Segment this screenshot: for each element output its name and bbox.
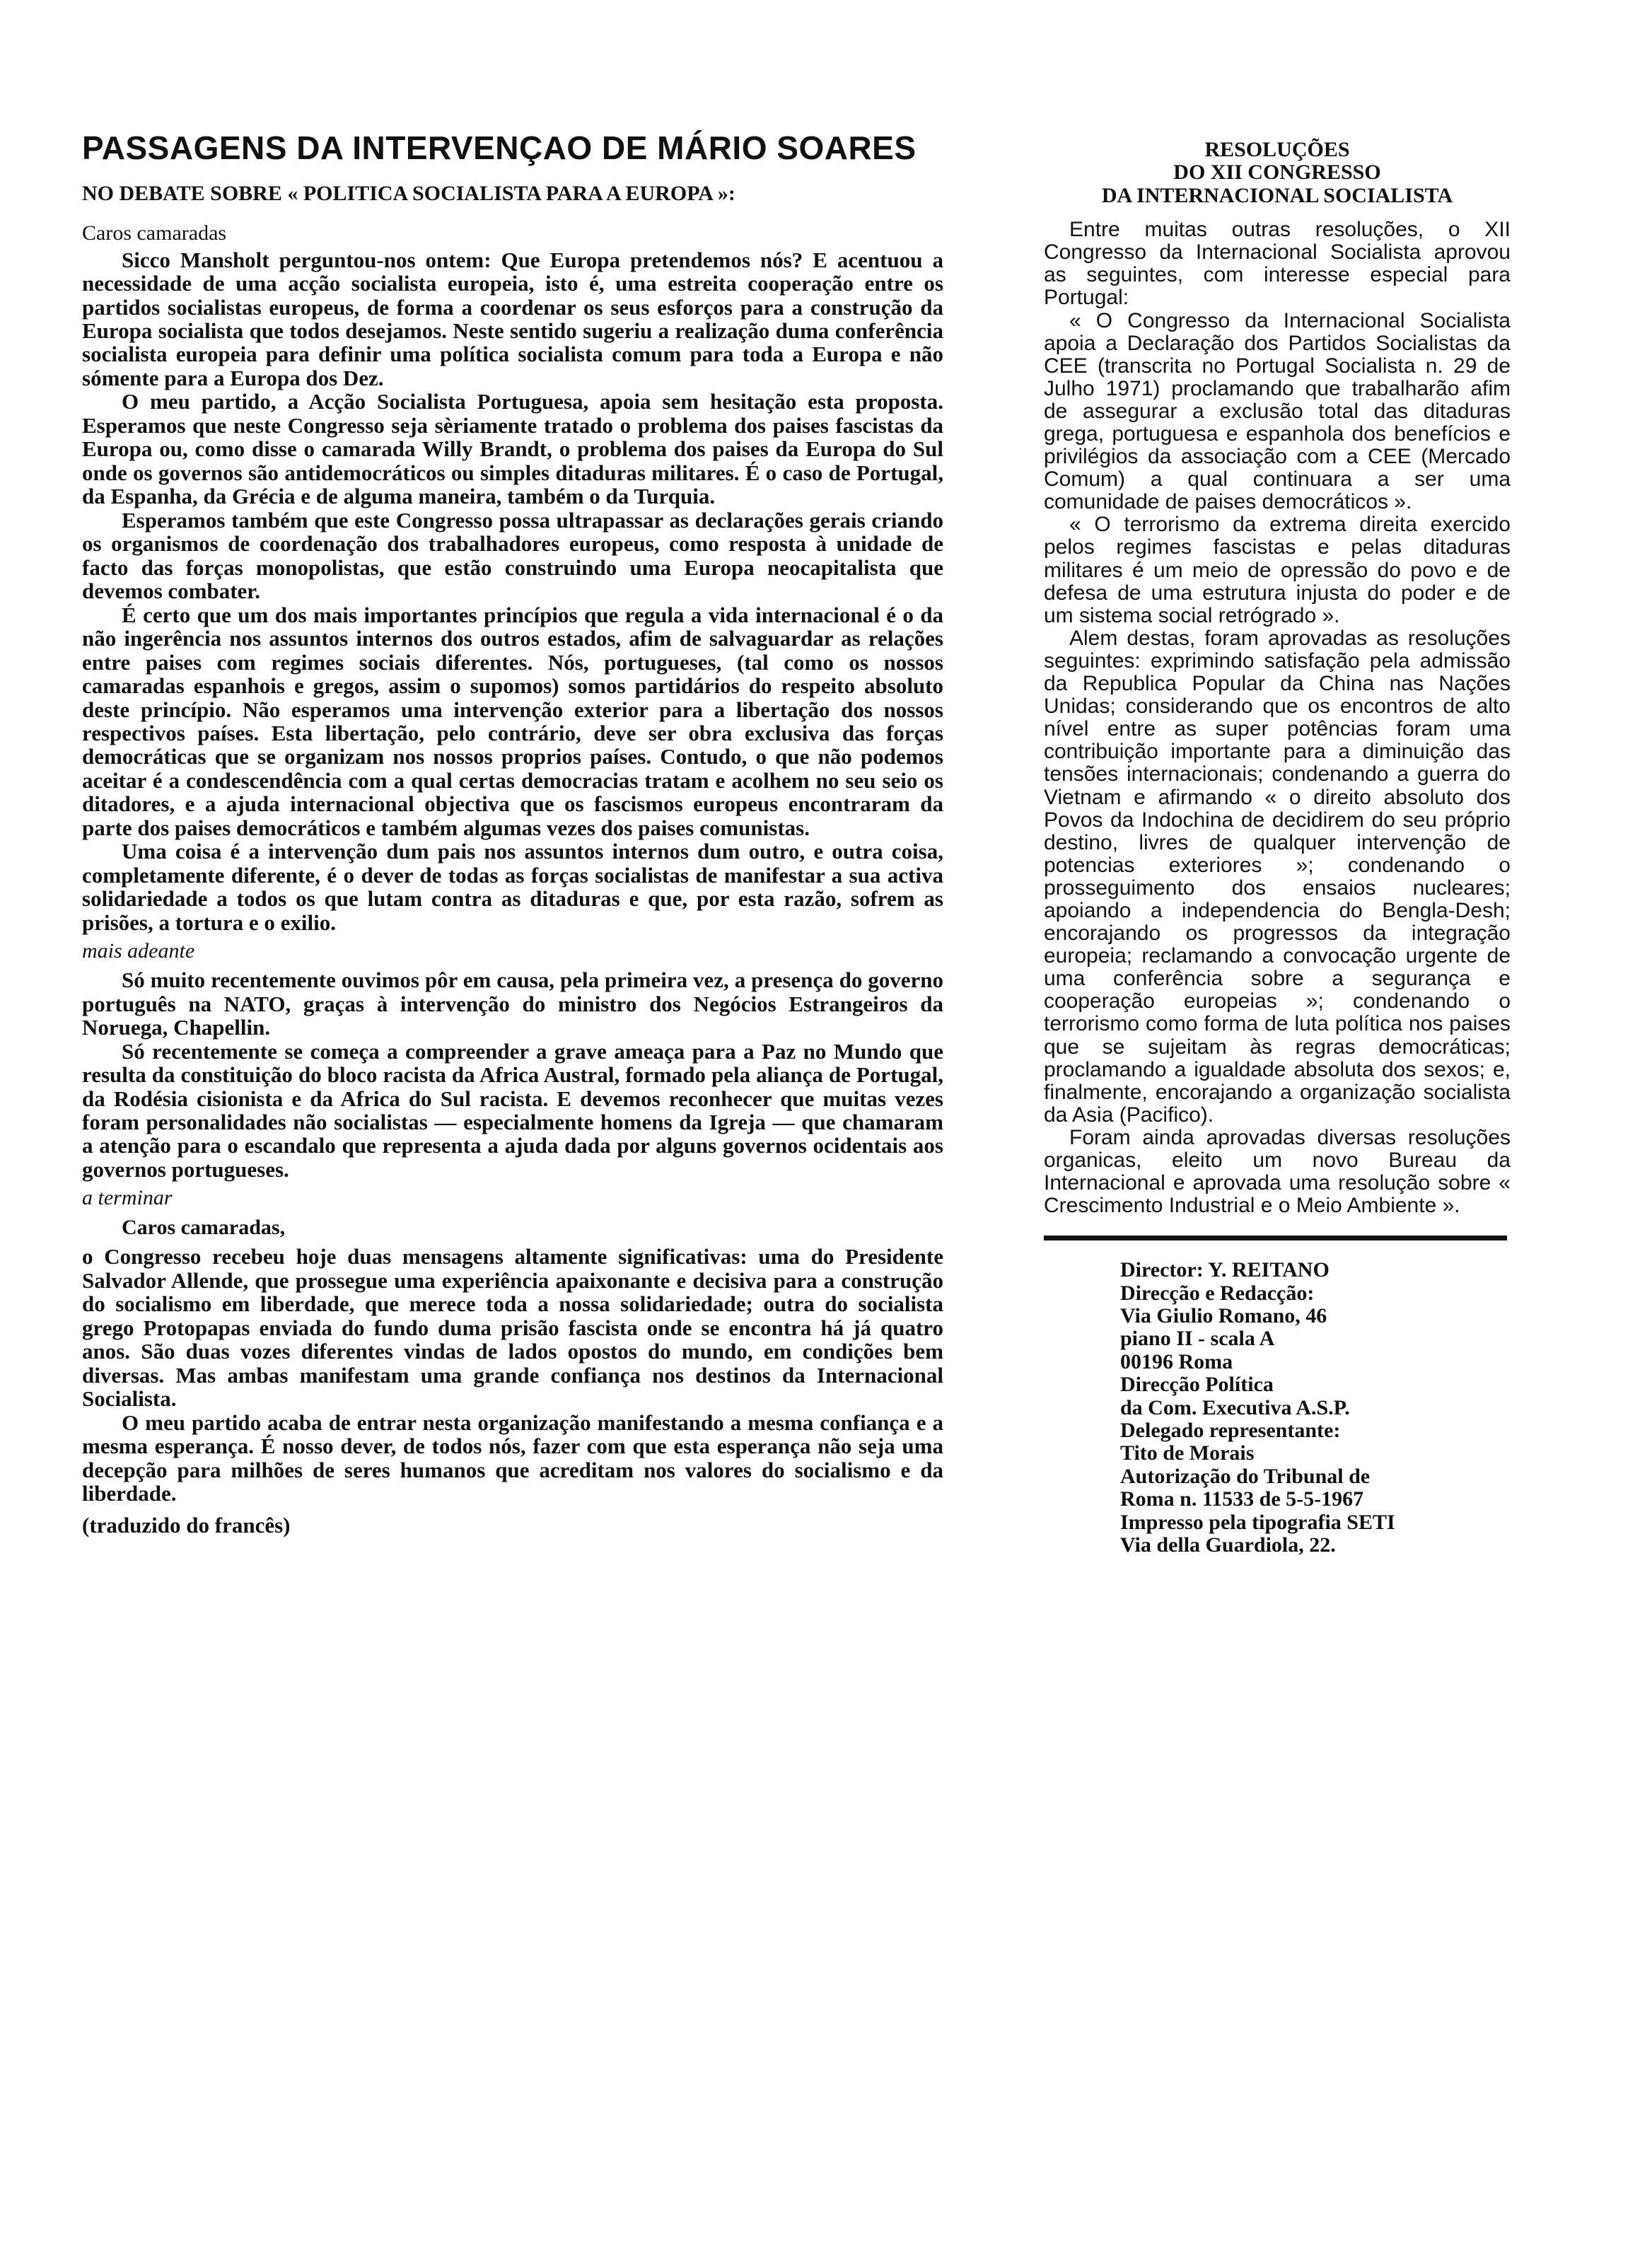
translation-note: (traduzido do francês) bbox=[82, 1512, 291, 1538]
masthead-line: Roma n. 11533 de 5-5-1967 bbox=[1120, 1487, 1364, 1511]
masthead-line: da Com. Executiva A.S.P. bbox=[1120, 1395, 1350, 1419]
masthead-line: Direcção e Redacção: bbox=[1120, 1281, 1315, 1305]
masthead-line: Direcção Política bbox=[1120, 1373, 1274, 1397]
resolutions-paragraph: Foram ainda aprovadas diversas resoluções organicas, eleito um novo Bureau da Internacional e aprovada uma resolução sobre « Crescimento Industrial e o Meio Ambiente ». bbox=[1044, 1125, 1511, 1218]
masthead-line: piano II - scala A bbox=[1120, 1327, 1275, 1351]
article-paragraph: Esperamos também que este Congresso possa ultrapassar as declarações gerais criando os organismos de coordenação dos trabalhadores europeus, como resposta à unidade de facto das forças monopolistas, que estão construindo uma Europa neocapitalista que devemos combater. bbox=[82, 507, 943, 604]
article-paragraph: Só recentemente se começa a compreender a grave ameaça para a Paz no Mundo que resulta da constituição do bloco racista da Africa Austral, formado pela aliança de Portugal, da Rodésia cisionista e da Africa do Sul racista. E devemos reconhecer que muitas vezes foram personalidades não socialistas — especialmente homens da Igreja — que chamaram a atenção para o escandalo que representa a ajuda dada por alguns governos ocidentais aos governos portugueses. bbox=[82, 1038, 943, 1182]
resolutions-title-line: RESOLUÇÕES bbox=[1204, 138, 1350, 161]
masthead-line: Via Giulio Romano, 46 bbox=[1120, 1304, 1327, 1328]
resolutions-paragraph: Alem destas, foram aprovadas as resoluções seguintes: exprimindo satisfação pela admissão da Republica Popular da China nas Nações Unidas; considerando que os encontros de alto nível entre as super potências foram uma contribuição importante para a diminuição das tensões internacionais; condenando a guerra do Vietnam e afirmando « o direito absoluto dos Povos da Indochina de decidirem do seu próprio destino, livres de qualquer intervenção de potencias exteriores »; condenando o prosseguimento dos ensaios nucleares; apoiando a independencia do Bengla-Desh; encorajando os progressos da integração europeia; reclamando a convocação urgente de uma conferência sobre a segurança e cooperação europeias »; condenando o terrorismo como forma de luta política nos paises que se sujeitam às regras democráticas; proclamando a igualdade absoluta dos sexos; e, finalmente, encorajando a organização socialista da Asia (Pacifico). bbox=[1044, 626, 1511, 1127]
masthead-line: Tito de Morais bbox=[1120, 1441, 1255, 1465]
article-paragraph: o Congresso recebeu hoje duas mensagens altamente significativas: uma do Presidente Salvador Allende, que prossegue uma experiência apaixonante e decisiva para a construção do socialismo em liberdade, que merece toda a nossa solidariedade; outra do socialista grego Protopapas enviada do fundo duma prisão fascista onde se encontra há já quatro anos. São duas vozes diferentes vindas de lados opostos do mundo, em condições bem diversas. Mas ambas manifestam uma grande confiança nos destinos da Internacional Socialista. bbox=[82, 1244, 943, 1412]
resolutions-paragraph: « O terrorismo da extrema direita exercido pelos regimes fascistas e pelas ditaduras militares é um meio de opressão do povo e de defesa de uma estrutura injusta do poder e de um sistema social retrógrado ». bbox=[1044, 513, 1511, 627]
resolutions-paragraph: Entre muitas outras resoluções, o XII Congresso da Internacional Socialista aprovou as seguintes, com interesse especial para Portugal: bbox=[1044, 218, 1511, 310]
resolutions-title bbox=[1044, 139, 1511, 207]
masthead bbox=[1044, 1259, 1511, 1557]
resolutions-title-line: DA INTERNACIONAL SOCIALISTA bbox=[1101, 183, 1453, 207]
resolutions-paragraph: « O Congresso da Internacional Socialista apoia a Declaração dos Partidos Socialistas da CEE (transcrita no Portugal Socialista n. 29 de Julho 1971) proclamando que trabalharão afim de assegurar a exclusão total das ditaduras grega, portuguesa e espanhola dos benefícios e privilégios da associação com a CEE (Mercado Comum) a qual continuara a ser uma comunidade de paises democráticos ». bbox=[1044, 308, 1511, 514]
article-paragraph: O meu partido, a Acção Socialista Portuguesa, apoia sem hesitação esta proposta. Esperamos que neste Congresso seja sèriamente tratado o problema dos paises fascistas da Europa ou, como disse o camarada Willy Brandt, o problema dos paises da Europa do Sul onde os governos são antidemocráticos ou simples ditaduras militares. É o caso de Portugal, da Espanha, da Grécia e de alguma maneira, também o da Turquia. bbox=[82, 389, 943, 509]
article-headline: PASSAGENS DA INTERVENÇAO DE MÁRIO SOARES bbox=[82, 129, 917, 166]
article-paragraph: O meu partido acaba de entrar nesta organização manifestando a mesma confiança e a mesma esperança. É nosso dever, de todos nós, fazer com que esta esperança não seja uma decepção para milhões de seres humanos que acreditam nos valores do socialismo e da liberdade. bbox=[82, 1410, 943, 1506]
masthead-line: Via della Guardiola, 22. bbox=[1120, 1533, 1336, 1557]
divider-rule bbox=[1044, 1236, 1507, 1240]
masthead-line: Autorização do Tribunal de bbox=[1120, 1464, 1371, 1488]
article-paragraph: Sicco Mansholt perguntou-nos ontem: Que Europa pretendemos nós? E acentuou a necessidade de uma acção socialista europeia, isto é, uma estreita cooperação entre os partidos socialistas europeus, de forma a coordenar os seus esforços para a construção da Europa socialista que todos desejamos. Neste sentido sugeriu a realização duma conferência socialista europeia para definir uma política socialista comum para toda a Europa e não sómente para a Europa dos Dez. bbox=[82, 247, 943, 390]
masthead-line: Impresso pela tipografia SETI bbox=[1120, 1510, 1395, 1534]
salutation: Caros camaradas, bbox=[122, 1216, 286, 1240]
masthead-line: 00196 Roma bbox=[1120, 1349, 1233, 1373]
article-subheadline: NO DEBATE SOBRE « POLITICA SOCIALISTA PARA A EUROPA »: bbox=[82, 181, 735, 205]
article-paragraph: É certo que um dos mais importantes princípios que regula a vida internacional é o da não ingerência nos assuntos internos dos outros estados, afim de salvaguardar as relações entre paises com regimes sociais diferentes. Nós, portugueses, (tal como os nossos camaradas espanhois e gregos, assim o supomos) somos partidários do respeito absoluto deste princípio. Não esperamos uma intervenção exterior para a libertação dos nossos respectivos países. Esta libertação, pelo contrário, deve ser obra exclusiva das forças democráticas que se organizam nos nossos proprios países. Contudo, o que não podemos aceitar é a condescendência com a qual certas democracias tratam e acolhem no seu seio os ditadores, e a ajuda internacional objectiva que os fascismos europeus encontraram da parte dos paises democráticos e também algumas vezes dos paises comunistas. bbox=[82, 602, 943, 840]
resolutions-title-line: DO XII CONGRESSO bbox=[1173, 161, 1381, 185]
article-paragraph: Só muito recentemente ouvimos pôr em causa, pela primeira vez, a presença do governo português na NATO, graças à intervenção do ministro dos Negócios Estrangeiros da Noruega, Chapellin. bbox=[82, 967, 943, 1040]
section-marker: a terminar bbox=[82, 1186, 173, 1210]
salutation: Caros camaradas bbox=[82, 221, 227, 245]
masthead-line: Delegado representante: bbox=[1120, 1419, 1341, 1443]
article-paragraph: Uma coisa é a intervenção dum pais nos assuntos internos dum outro, e outra coisa, completamente diferente, é o dever de todas as forças socialistas de manifestar a sua activa solidariedade a todos os que lutam contra as ditaduras e que, por esta razão, sofrem as prisões, a tortura e o exilio. bbox=[82, 839, 943, 935]
resolutions-column bbox=[1044, 139, 1511, 1557]
masthead-line: Director: Y. REITANO bbox=[1120, 1258, 1330, 1282]
article-column bbox=[82, 130, 943, 1538]
section-marker: mais adeante bbox=[82, 939, 195, 963]
